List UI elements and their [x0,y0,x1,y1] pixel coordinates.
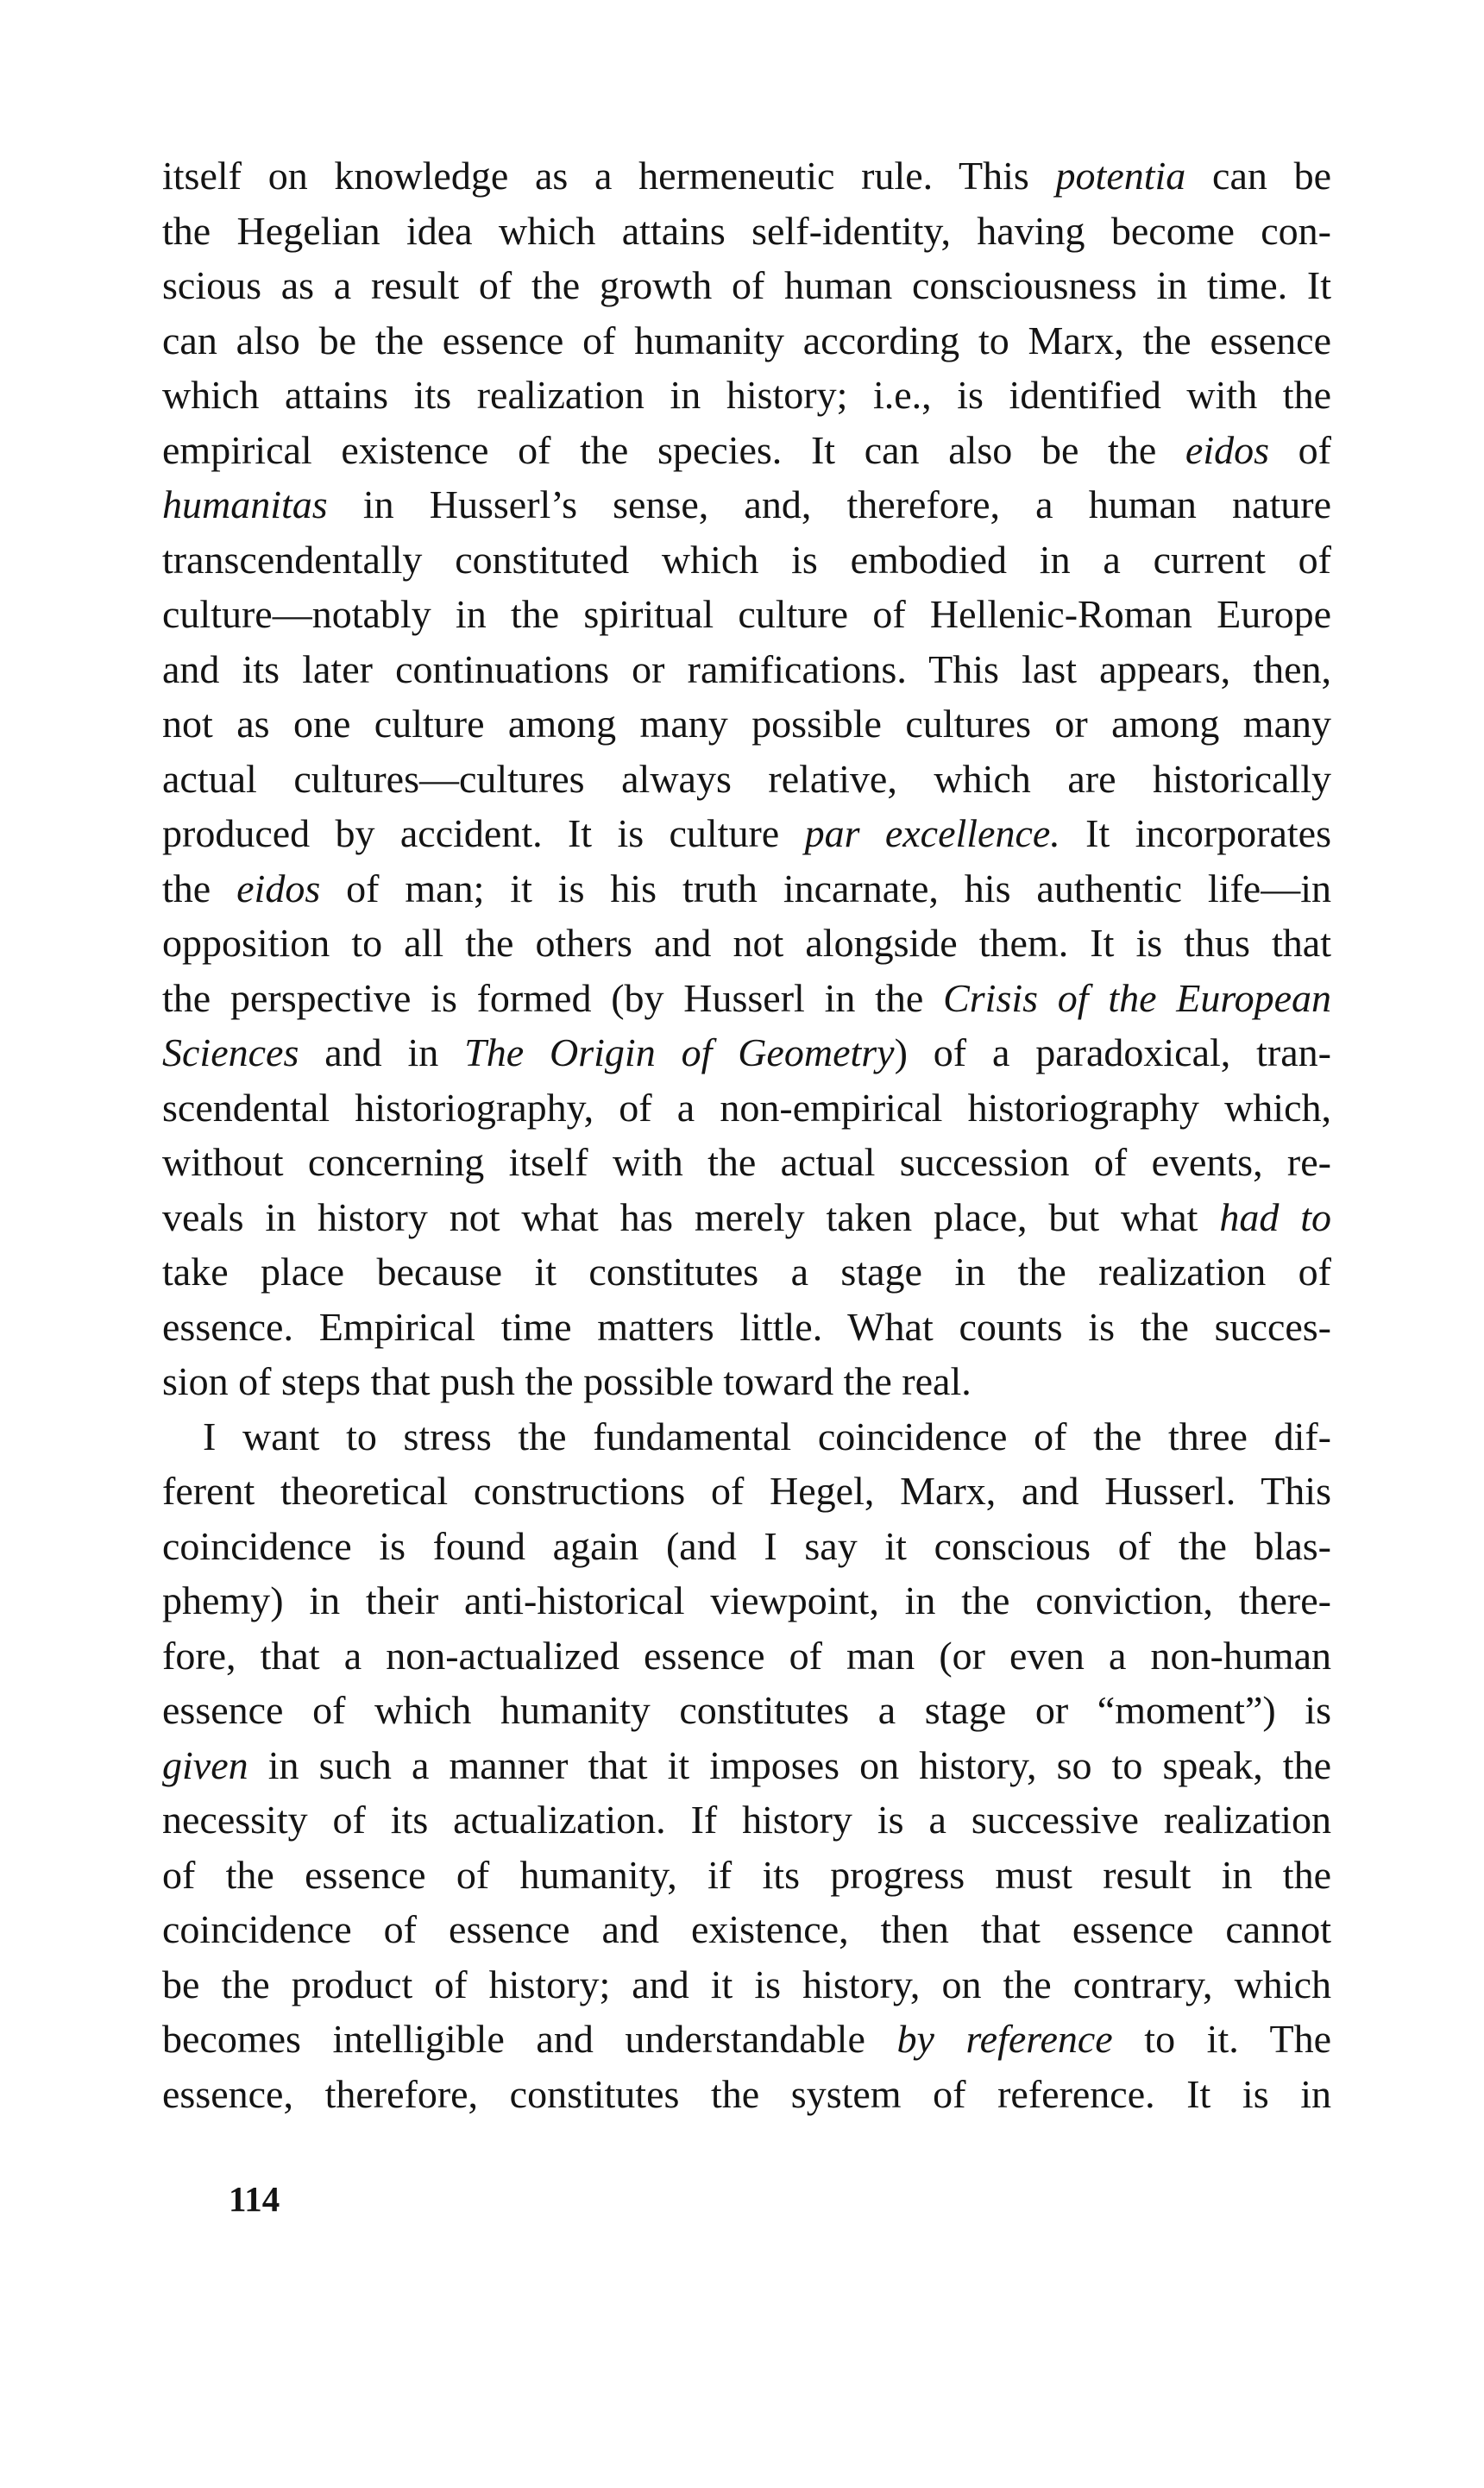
text-line: phemy) in their anti-historical viewpoint, in the conviction, there- [162,1578,1331,1622]
text-line: empirical existence of the species. It can also be the eidos of [162,427,1331,472]
text-line: scendental historiography, of a non-empirical historiography which, [162,1085,1331,1130]
text-line: scious as a result of the growth of human consciousness in time. It [162,263,1331,307]
text-line: I want to stress the fundamental coincidence of the three dif- [203,1414,1331,1458]
text-line: which attains its realization in history; i.e., is identified with the [162,373,1331,417]
text-line: itself on knowledge as a hermeneutic rule. This potentia can be [162,154,1331,198]
text-line: of the essence of humanity, if its progress must result in the [162,1852,1331,1897]
text-line: coincidence is found again (and I say it conscious of the blas- [162,1523,1331,1568]
text-line: coincidence of essence and existence, then that essence cannot [162,1907,1331,1951]
text-line: produced by accident. It is culture par excellence. It incorporates [162,811,1331,855]
text-line: veals in history not what has merely taken place, but what had to [162,1194,1332,1239]
text-line: necessity of its actualization. If history is a successive realization [162,1798,1331,1842]
text-line: given in such a manner that it imposes on history, so to speak, the [162,1742,1331,1787]
paragraph-1 [162,148,1331,1409]
body-text [162,148,1331,2121]
text-line: humanitas in Husserl’s sense, and, therefore, a human nature [162,482,1331,526]
text-line: culture—notably in the spiritual culture of Hellenic-Roman Europe [162,592,1331,636]
text-line: transcendentally constituted which is embodied in a current of [162,537,1331,582]
text-line: becomes intelligible and understandable by reference to it. The [162,2017,1332,2061]
text-line: be the product of history; and it is history, on the contrary, which [162,1962,1331,2006]
text-line: without concerning itself with the actual succession of events, re- [162,1140,1331,1184]
text-line: opposition to all the others and not alongside them. It is thus that [162,921,1331,965]
text-line: Sciences and in The Origin of Geometry) of a paradoxical, tran- [162,1030,1331,1074]
text-line: not as one culture among many possible cultures or among many [162,702,1331,746]
text-line: ferent theoretical constructions of Hegel, Marx, and Husserl. This [162,1469,1331,1513]
text-line: sion of steps that push the possible toward the real. [162,1359,972,1403]
text-line: the Hegelian idea which attains self-identity, having become con- [162,208,1331,253]
paragraph-2 [162,1409,1331,2122]
text-line: take place because it constitutes a stage in the realization of [162,1250,1331,1294]
text-line: the perspective is formed (by Husserl in the Crisis of the European [162,975,1331,1020]
text-line: actual cultures—cultures always relative, which are historically [162,756,1331,801]
page-number: 114 [229,2179,280,2219]
text-line: the eidos of man; it is his truth incarnate, his authentic life—in [162,866,1331,910]
text-line: can also be the essence of humanity according to Marx, the essence [162,318,1331,362]
text-line: essence, therefore, constitutes the system of reference. It is in [162,2071,1331,2116]
text-line: essence of which humanity constitutes a stage or “moment”) is [162,1688,1331,1732]
text-line: fore, that a non-actualized essence of man (or even a non-human [162,1633,1331,1678]
text-line: essence. Empirical time matters little. What counts is the succes- [162,1304,1331,1349]
text-line: and its later continuations or ramifications. This last appears, then, [162,646,1331,691]
